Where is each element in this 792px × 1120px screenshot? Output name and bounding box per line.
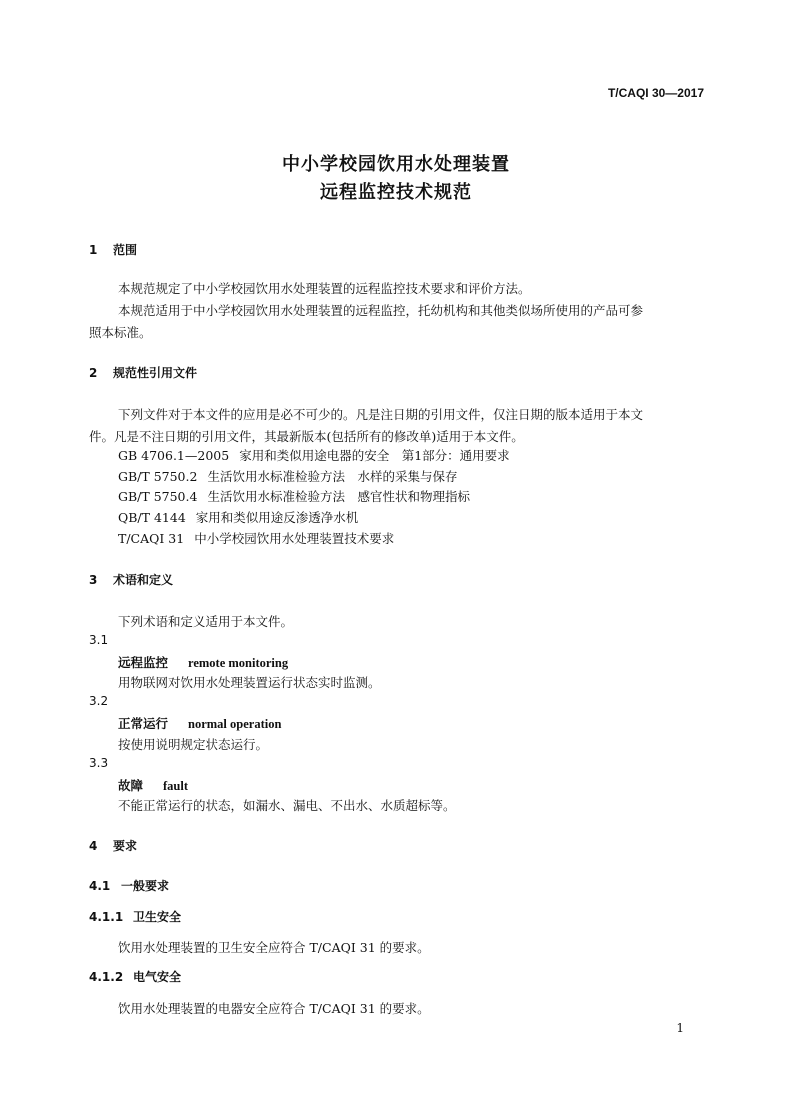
term-number: 3.2	[89, 694, 109, 708]
section-2-heading	[89, 364, 197, 381]
subsubsection-heading	[89, 968, 181, 985]
reference-item	[118, 508, 358, 526]
term-zh: 正常运行	[118, 716, 169, 731]
term-entry	[118, 776, 188, 794]
standard-number: T/CAQI 30—2017	[607, 86, 704, 100]
term-entry	[118, 714, 281, 732]
term-number: 3.1	[89, 633, 109, 647]
subsection-number: 4.1	[89, 879, 111, 893]
section-title: 要求	[113, 839, 138, 853]
paragraph: 下列术语和定义适用于本文件。	[118, 614, 294, 629]
reference-code: GB/T 5750.4	[118, 489, 198, 504]
term-en: fault	[163, 779, 189, 793]
reference-code: GB/T 5750.2	[118, 469, 198, 484]
subsubsection-number: 4.1.2	[89, 970, 124, 984]
section-number: 1	[89, 243, 98, 257]
paragraph: 下列文件对于本文件的应用是必不可少的。凡是注日期的引用文件，仅注日期的版本适用于本文	[118, 407, 644, 422]
paragraph: 本规范适用于中小学校园饮用水处理装置的远程监控，托幼机构和其他类似场所使用的产品可参	[118, 303, 644, 318]
page-number: 1	[676, 1021, 684, 1035]
document-title-line1: 中小学校园饮用水处理装置	[282, 154, 510, 175]
section-number: 4	[89, 839, 98, 853]
subsubsection-title: 电气安全	[133, 970, 182, 984]
paragraph: 本规范规定了中小学校园饮用水处理装置的远程监控技术要求和评价方法。	[118, 281, 531, 296]
subsubsection-title: 卫生安全	[133, 910, 182, 924]
reference-item	[118, 529, 394, 547]
term-zh: 远程监控	[118, 655, 169, 670]
paragraph-continuation: 照本标准。	[89, 325, 152, 340]
term-number: 3.3	[89, 756, 109, 770]
reference-title: 生活饮用水标准检验方法 水样的采集与保存	[207, 469, 458, 484]
section-number: 2	[89, 366, 98, 380]
section-3-heading	[89, 571, 173, 588]
term-zh: 故障	[118, 778, 144, 793]
reference-title: 家用和类似用途反渗透净水机	[195, 510, 359, 525]
reference-item	[118, 446, 510, 464]
reference-item	[118, 467, 457, 485]
paragraph-continuation: 件。凡是不注日期的引用文件，其最新版本(包括所有的修改单)适用于本文件。	[89, 429, 524, 444]
term-definition: 用物联网对饮用水处理装置运行状态实时监测。	[118, 675, 381, 690]
reference-code: QB/T 4144	[118, 510, 186, 525]
term-en: remote monitoring	[188, 656, 289, 670]
reference-title: 家用和类似用途电器的安全 第1部分：通用要求	[239, 448, 510, 463]
subsubsection-number: 4.1.1	[89, 910, 124, 924]
section-title: 规范性引用文件	[113, 366, 198, 380]
subsection-title: 一般要求	[121, 879, 170, 893]
term-en: normal operation	[188, 717, 282, 731]
paragraph: 饮用水处理装置的电器安全应符合 T/CAQI 31 的要求。	[118, 1001, 430, 1016]
term-entry	[118, 653, 288, 671]
reference-title: 中小学校园饮用水处理装置技术要求	[194, 531, 395, 546]
term-definition: 不能正常运行的状态，如漏水、漏电、不出水、水质超标等。	[118, 798, 456, 813]
reference-item	[118, 487, 470, 505]
term-definition: 按使用说明规定状态运行。	[118, 737, 269, 752]
paragraph: 饮用水处理装置的卫生安全应符合 T/CAQI 31 的要求。	[118, 940, 430, 955]
subsection-heading	[89, 877, 169, 894]
section-4-heading	[89, 837, 137, 854]
document-title-line2: 远程监控技术规范	[320, 182, 472, 203]
section-1-heading	[89, 241, 137, 258]
section-title: 范围	[113, 243, 138, 257]
subsubsection-heading	[89, 908, 181, 925]
section-title: 术语和定义	[113, 573, 174, 587]
reference-code: T/CAQI 31	[118, 531, 185, 546]
reference-code: GB 4706.1—2005	[118, 448, 230, 463]
section-number: 3	[89, 573, 98, 587]
reference-title: 生活饮用水标准检验方法 感官性状和物理指标	[207, 489, 470, 504]
